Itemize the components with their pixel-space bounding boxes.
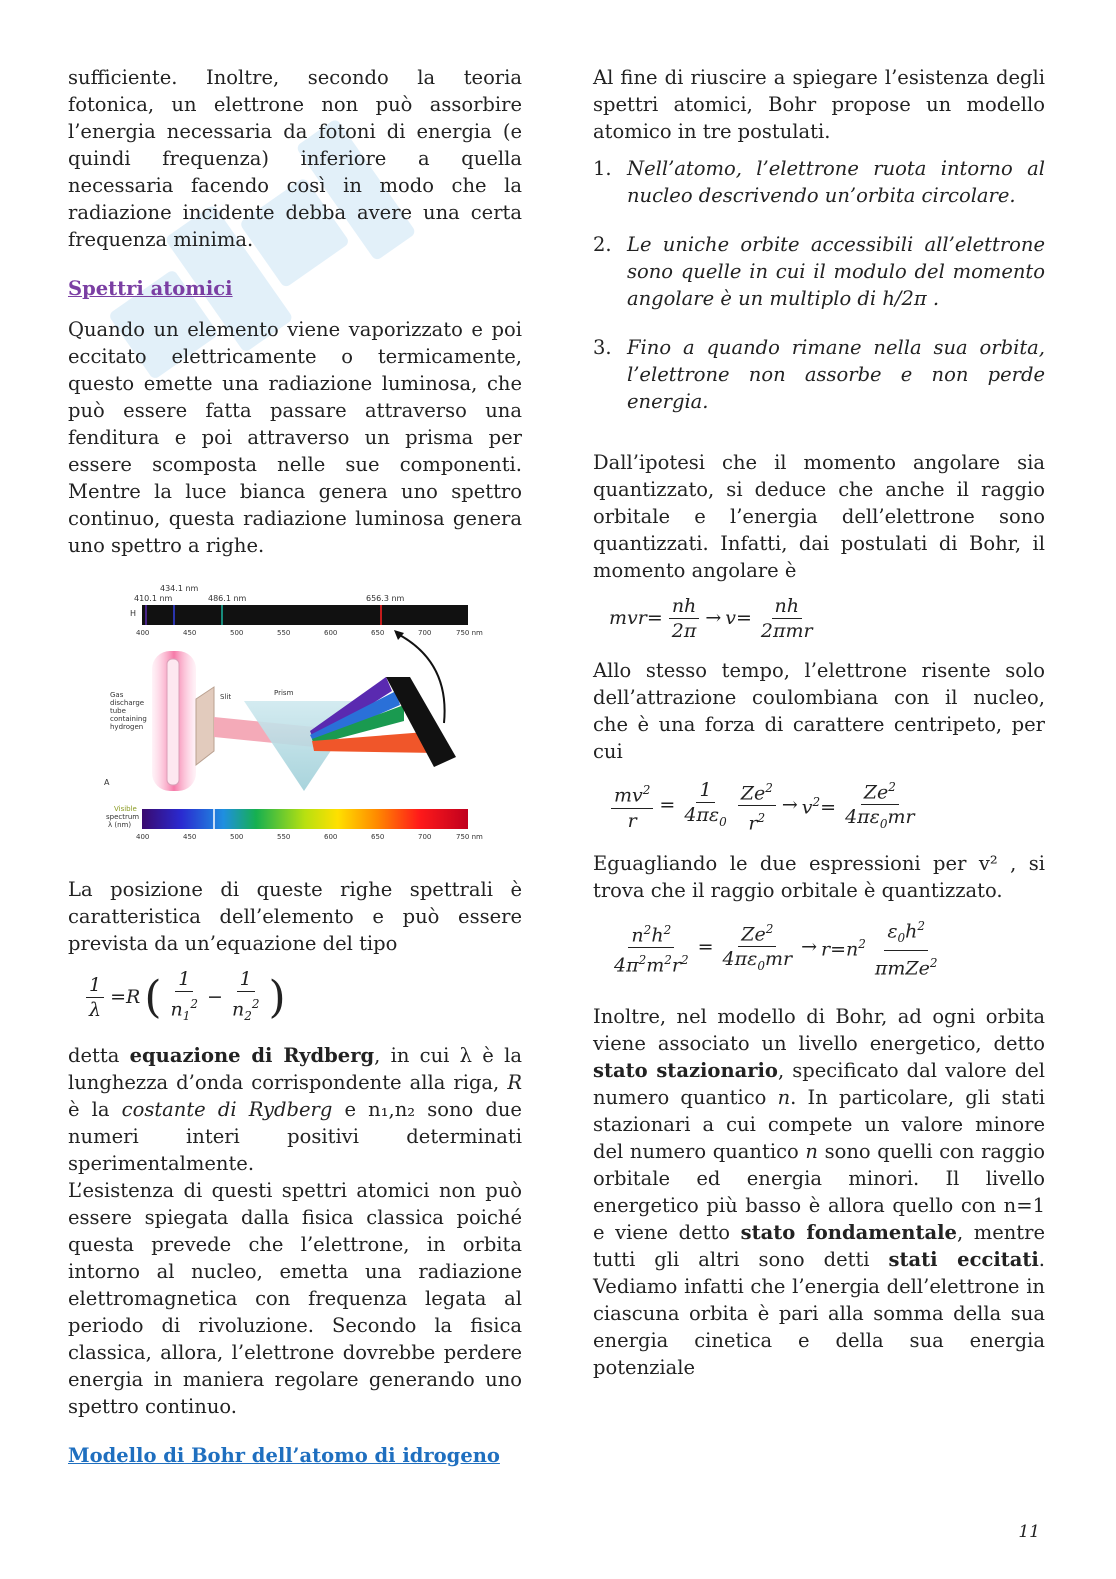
paragraph-quantized: Dall’ipotesi che il momento angolare sia quantizzato, si deduce che anche il raggio orbitale e l’energia dell’elettrone sono quantizzati. Infatti, dai postulati di Bohr, il momento angolare è (593, 451, 1045, 582)
postulate-3: 3. Fino a quando rimane nella sua orbita, l’elettrone non assorbe e non perde energia. (593, 336, 1045, 413)
heading-bohr-model[interactable]: Modello di Bohr dell’atomo di idrogeno (68, 1444, 500, 1468)
tube-label (110, 691, 147, 731)
paragraph-photon: sufficiente. Inoltre, secondo la teoria fotonica, un elettrone non può assorbire l’energia necessaria da fotoni di energia (e quindi frequenza) inferiore a quella necessaria facendo così in modo che la radiazione incidente debba avere una certa frequenza minima. (68, 66, 522, 251)
spectrum-figure (104, 581, 522, 858)
tick-top-700: 700 (418, 629, 432, 637)
centripetal-equation: $\frac{mv^2}{r}$ = $\frac{1}{4\pi\varepsilon_0}$ $\frac{Ze^2}{r^2}$ → $v^2=$ $\frac{Ze^2}{4\pi\varepsilon_0mr}$ (609, 775, 1045, 836)
label-410: 410.1 nm (134, 594, 173, 603)
heading-spettri-atomici[interactable]: Spettri atomici (68, 277, 233, 300)
tick-top-500: 500 (230, 629, 244, 637)
paragraph-rydberg: detta equazione di Rydberg, in cui λ è la lunghezza d’onda corrispondente alla riga, R è la costante di Rydberg e n₁,n₂ sono due numeri interi positivi determinati sperimentalmente. (68, 1044, 522, 1176)
line-spectrum-bar (142, 605, 468, 625)
visible-spectrum-bar (142, 809, 468, 829)
prism-diagram (104, 581, 524, 851)
left-column (68, 64, 522, 1483)
label-486: 486.1 nm (208, 594, 247, 603)
top-ticks (136, 629, 483, 637)
angular-momentum-equation: mvr= $\frac{nh}{2\pi}$ → v= $\frac{nh}{\text{2πmr}}$ (609, 595, 813, 642)
tick-bot-500: 500 (230, 833, 244, 841)
page-number: 11 (1018, 1522, 1040, 1542)
tick-bot-650: 650 (371, 833, 385, 841)
postulates-list (593, 155, 1045, 415)
svg-text:λ (nm): λ (nm) (108, 821, 132, 829)
label-656: 656.3 nm (366, 594, 405, 603)
prism-label: Prism (274, 689, 294, 697)
slit-label: Slit (220, 693, 232, 701)
paragraph-classical: L’esistenza di questi spettri atomici non può essere spiegata dalla fisica classica poiché questa prevede che l’elettrone, in orbita intorno al nucleo, emetta una radiazione elettromagnetica con frequenza legata al periodo di rivoluzione. Secondo la fisica classica, allora, l’elettrone dovrebbe perdere energia in maniera regolare generando uno spettro continuo. (68, 1179, 522, 1419)
postulate-2: 2. Le uniche orbite accessibili all’elettrone sono quelle in cui il modulo del momento angolare è un multiplo di h/2π . (593, 233, 1045, 310)
tick-bot-750: 750 nm (456, 833, 483, 841)
svg-text:spectrum: spectrum (106, 813, 140, 821)
tick-top-550: 550 (277, 629, 291, 637)
tick-top-750: 750 nm (456, 629, 483, 637)
right-column (593, 64, 1045, 1381)
tick-bot-400: 400 (136, 833, 150, 841)
svg-text:Gas: Gas (110, 691, 124, 699)
svg-text:Visible: Visible (114, 805, 137, 813)
paragraph-spectra: Quando un elemento viene vaporizzato e poi eccitato elettricamente o termicamente, questo emette una radiazione luminosa, che può essere fatta passare attraverso una fenditura e poi attraverso un prisma per essere scomposta nelle sue componenti. Mentre la luce bianca genera uno spettro continuo, questa radiazione luminosa genera uno spettro a righe. (68, 318, 522, 557)
svg-text:hydrogen: hydrogen (110, 723, 144, 731)
rydberg-equation: $\frac{1}{\lambda}$ =R ( $\frac{1}{n_1^2}$ − $\frac{1}{n_2^2}$ ) (84, 967, 522, 1028)
tick-top-600: 600 (324, 629, 338, 637)
tick-top-400: 400 (136, 629, 150, 637)
h-label: H (130, 609, 137, 618)
svg-text:discharge: discharge (110, 699, 145, 707)
discharge-tube (167, 659, 179, 785)
arrow-head (394, 630, 404, 640)
label-434: 434.1 nm (160, 584, 199, 593)
visible-label (106, 805, 139, 829)
tick-bot-550: 550 (277, 833, 291, 841)
radius-equation: $\frac{n^2h^2}{4\pi^2m^2r^2}$ = $\frac{Ze^2}{4\pi\varepsilon_0mr}$ → $r=n^2$ $\frac{\varepsilon_0h^2}{\pi mZe^2}$ (609, 914, 1045, 980)
paragraph-coulomb: Allo stesso tempo, l’elettrone risente solo dell’attrazione coulombiana con il nucleo, che è una forza di carattere centripeto, per cui (593, 659, 1045, 763)
tick-bot-700: 700 (418, 833, 432, 841)
tick-bot-600: 600 (324, 833, 338, 841)
tick-top-450: 450 (183, 629, 197, 637)
bottom-ticks (136, 833, 483, 841)
svg-text:tube: tube (110, 707, 126, 715)
tick-top-650: 650 (371, 629, 385, 637)
svg-text:containing: containing (110, 715, 147, 723)
slit (196, 687, 214, 765)
postulate-1: 1. Nell’atomo, l’elettrone ruota intorno al nucleo descrivendo un’orbita circolare. (593, 157, 1045, 207)
tick-bot-450: 450 (183, 833, 197, 841)
paragraph-equating: Eguagliando le due espressioni per v² , si trova che il raggio orbitale è quantizzato. (593, 852, 1045, 903)
panel-label: A (104, 778, 110, 787)
paragraph-bohr-intro: Al fine di riuscire a spiegare l’esistenza degli spettri atomici, Bohr propose un modello atomico in tre postulati. (593, 66, 1045, 143)
paragraph-position: La posizione di queste righe spettrali è caratteristica dell’elemento e può essere prevista da un’equazione del tipo (68, 878, 522, 955)
paragraph-stationary: Inoltre, nel modello di Bohr, ad ogni orbita viene associato un livello energetico, detto stato stazionario, specificato dal valore del numero quantico n. In particolare, gli stati stazionari a cui compete un valore minore del numero quantico n sono quelli con raggio orbitale ed energia minori. Il livello energetico più basso è allora quello con n=1 e viene detto stato fondamentale, mentre tutti gli altri sono detti stati eccitati. Vediamo infatti che l’energia dell’elettrone in ciascuna orbita è pari alla somma della sua energia cinetica e della sua energia potenziale (593, 1004, 1045, 1379)
